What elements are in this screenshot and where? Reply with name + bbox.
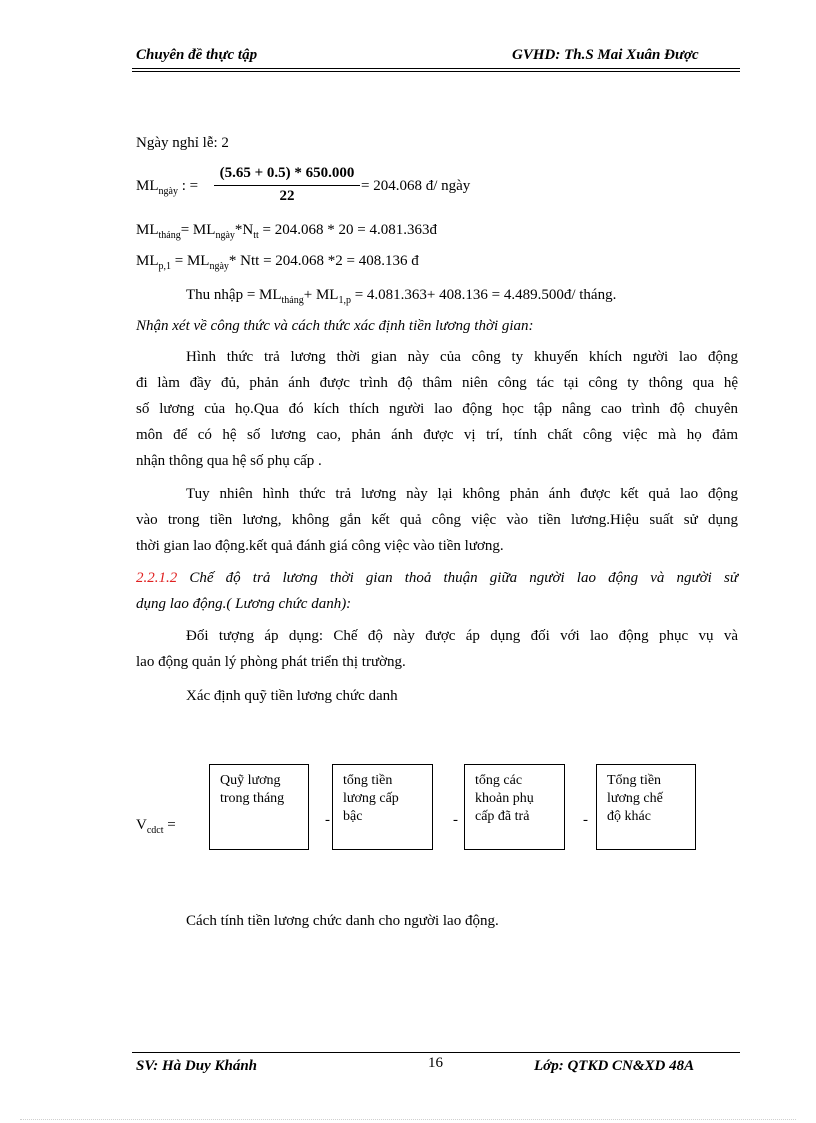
paragraph-1 <box>136 344 738 474</box>
paragraph-2 <box>136 481 738 559</box>
footer-left: SV: Hà Duy Khánh <box>136 1058 258 1074</box>
paragraph-3-line: Đối tượng áp dụng: Chế độ này được áp dụng đối với lao động phục vụ và <box>186 628 738 644</box>
paragraph-2-line: Tuy nhiên hình thức trả lương này lại không phản ánh được kết quả lao động <box>186 486 738 502</box>
ml-day-result: = 204.068 đ/ ngày <box>361 178 471 194</box>
paragraph-1-line: đi làm đầy đủ, phản ánh được trình độ thâm niên công tác tại công ty thông qua hệ <box>136 375 738 391</box>
fraction-bar <box>214 185 360 186</box>
paragraph-1-line: số lương của họ.Qua đó kích thích người lao động học tập nâng cao trình độ chuyên <box>136 401 738 417</box>
paragraph-2-line: vào trong tiền lương, không gắn kết quả công việc vào tiền lương.Hiệu suất sử dụng <box>136 512 738 528</box>
vcdct-label: $V_{cdct}$ = <box>136 817 176 836</box>
diagram-box-monthly-fund: Quỹ lương trong tháng <box>209 764 309 850</box>
minus-sign: - <box>325 812 330 828</box>
fund-line: Xác định quỹ tiền lương chức danh <box>186 688 398 704</box>
subsection-number: 2.2.1.2 <box>136 570 178 586</box>
ml-day-numerator: (5.65 + 0.5) * 650.000 <box>219 165 355 181</box>
closing-line: Cách tính tiền lương chức danh cho người lao động. <box>186 913 499 929</box>
header-left: Chuyên đề thực tập <box>136 47 258 63</box>
paragraph-3 <box>136 623 738 675</box>
minus-sign: - <box>583 812 588 828</box>
subsection-heading: 2.2.1.2 Chế độ trả lương thời gian thoả thuận giữa người lao động và người sử dụng lao động.( Lương chức danh): <box>136 570 738 612</box>
ml-month-formula: $ML_{tháng}= ML_{ngày}*N_{tt} = 204.068 * 20$ = 4.081.363đ <box>136 222 437 241</box>
header-rule-2 <box>132 71 740 72</box>
paragraph-1-line: môn để có hệ số lương cao, phản ánh được vị trí, tính chất công việc mà họ đảm <box>136 427 738 443</box>
footer-right: Lớp: QTKD CN&XD 48A <box>534 1058 695 1074</box>
header-rule <box>132 68 740 69</box>
header-right: GVHD: Th.S Mai Xuân Được <box>512 47 699 63</box>
holiday-line: Ngày nghỉ lễ: 2 <box>136 135 229 151</box>
ml-day-lhs: $ML_{ngày}$ : = <box>136 178 199 197</box>
paragraph-1-line: nhận thông qua hệ số phụ cấp . <box>136 453 322 469</box>
diagram-box-allowances: tổng các khoản phụ cấp đã trả <box>464 764 565 850</box>
paragraph-3-line: lao động quản lý phòng phát triển thị trường. <box>136 654 406 670</box>
paragraph-2-line: thời gian lao động.kết quả đánh giá công việc vào tiền lương. <box>136 538 504 554</box>
ml-day-denominator: 22 <box>279 188 295 204</box>
paragraph-1-line: Hình thức trả lương thời gian này của công ty khuyến khích người lao động <box>186 349 738 365</box>
footer-rule <box>132 1052 740 1053</box>
section-heading: Nhận xét về công thức và cách thức xác định tiền lương thời gian: <box>136 318 534 334</box>
income-formula: Thu nhập = $ML_{tháng}+ ML_{1,p} = 4.081.363+ 408.136$ = 4.489.500đ/ tháng. <box>186 287 617 306</box>
page-edge-dots <box>20 1119 796 1120</box>
ml-pl-formula: $ML_{p,1} = ML_{ngày}*$ Ntt = 204.068 *2 = 408.136 đ <box>136 253 419 272</box>
diagram-box-other-salary: Tổng tiền lương chế độ khác <box>596 764 696 850</box>
minus-sign: - <box>453 812 458 828</box>
page-number: 16 <box>428 1055 443 1071</box>
diagram-box-grade-salary: tổng tiền lương cấp bậc <box>332 764 433 850</box>
